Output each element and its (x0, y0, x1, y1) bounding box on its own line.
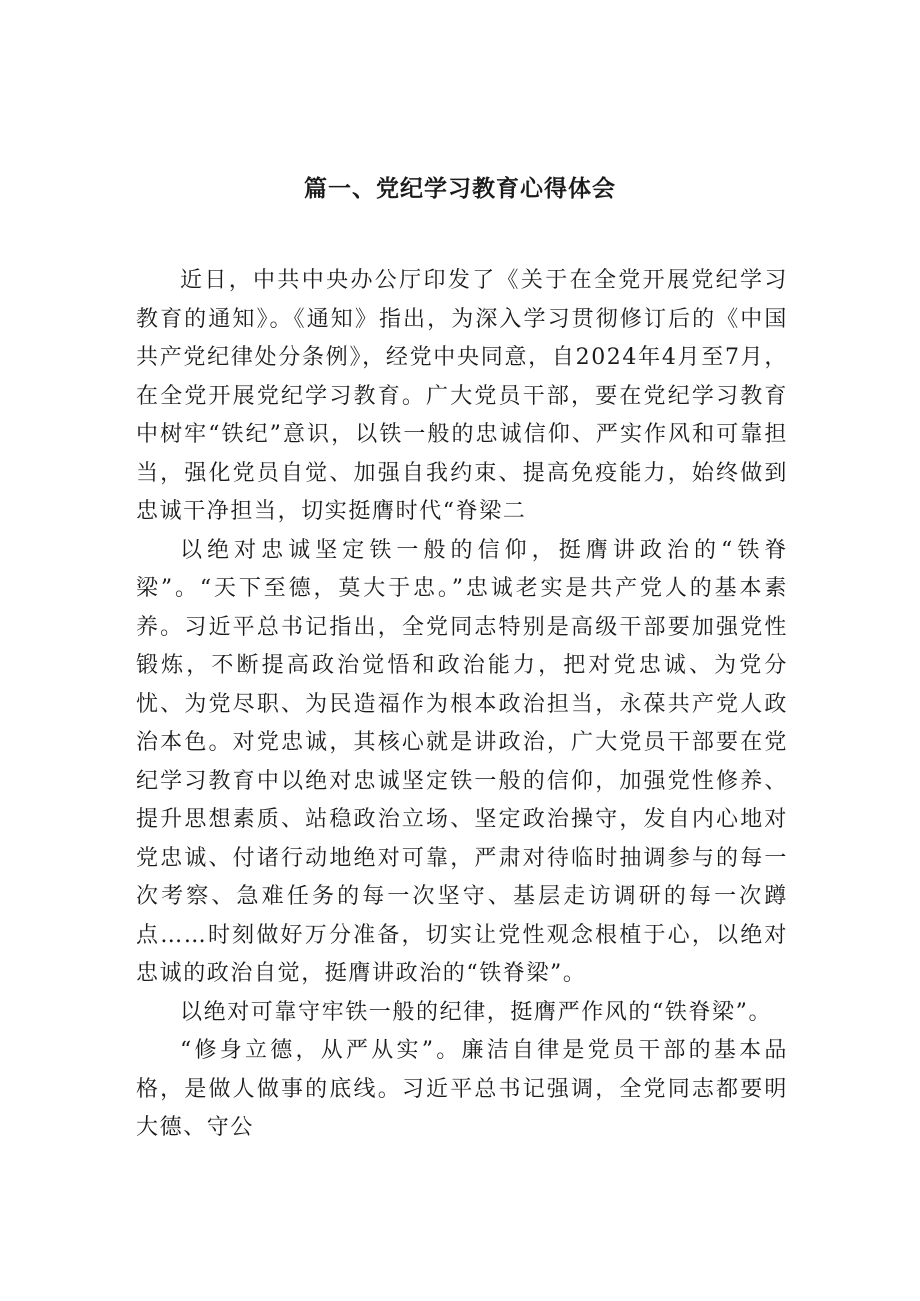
paragraph-discipline-heading: 以绝对可靠守牢铁一般的纪律，挺膺严作风的“铁脊梁”。 (180, 999, 773, 1025)
paragraph-loyalty: 以绝对忠诚坚定铁一般的信仰，挺膺讲政治的“铁脊梁”。“天下至德，莫大于忠。”忠诚老实是共产党人的基本素养。习近平总书记指出，全党同志特别是高级干部要加强党性锻炼，不断提高政治觉悟和政治能力，把对党忠诚、为党分忧、为党尽职、为民造福作为根本政治担当，永葆共产党人政治本色。对党忠诚，其核心就是讲政治，广大党员干部要在党纪学习教育中以绝对忠诚坚定铁一般的信仰，加强党性修养、提升思想素质、站稳政治立场、坚定政治操守，发自内心地对党忠诚、付诸行动地绝对可靠，严肃对待临时抽调参与的每一次考察、急难任务的每一次坚守、基层走访调研的每一次蹲点……时刻做好万分准备，切实让党性观念根植于心，以绝对忠诚的政治自觉，挺膺讲政治的“铁脊梁”。 (136, 537, 788, 986)
paragraph-self-discipline: “修身立德，从严从实”。廉洁自律是党员干部的基本品格，是做人做事的底线。习近平总书记强调，全党同志都要明大德、守公 (136, 1038, 788, 1140)
document-title: 篇一、党纪学习教育心得体会 (304, 176, 616, 202)
document-body (136, 262, 788, 1148)
paragraph-intro: 近日，中共中央办公厅印发了《关于在全党开展党纪学习教育的通知》。《通知》指出，为深入学习贯彻修订后的《中国共产党纪律处分条例》，经党中央同意，自2024年4月至7月，在全党开展党纪学习教育。广大党员干部，要在党纪学习教育中树牢“铁纪”意识，以铁一般的忠诚信仰、严实作风和可靠担当，强化党员自觉、加强自我约束、提高免疫能力，始终做到忠诚干净担当，切实挺膺时代“脊梁二 (136, 268, 788, 524)
